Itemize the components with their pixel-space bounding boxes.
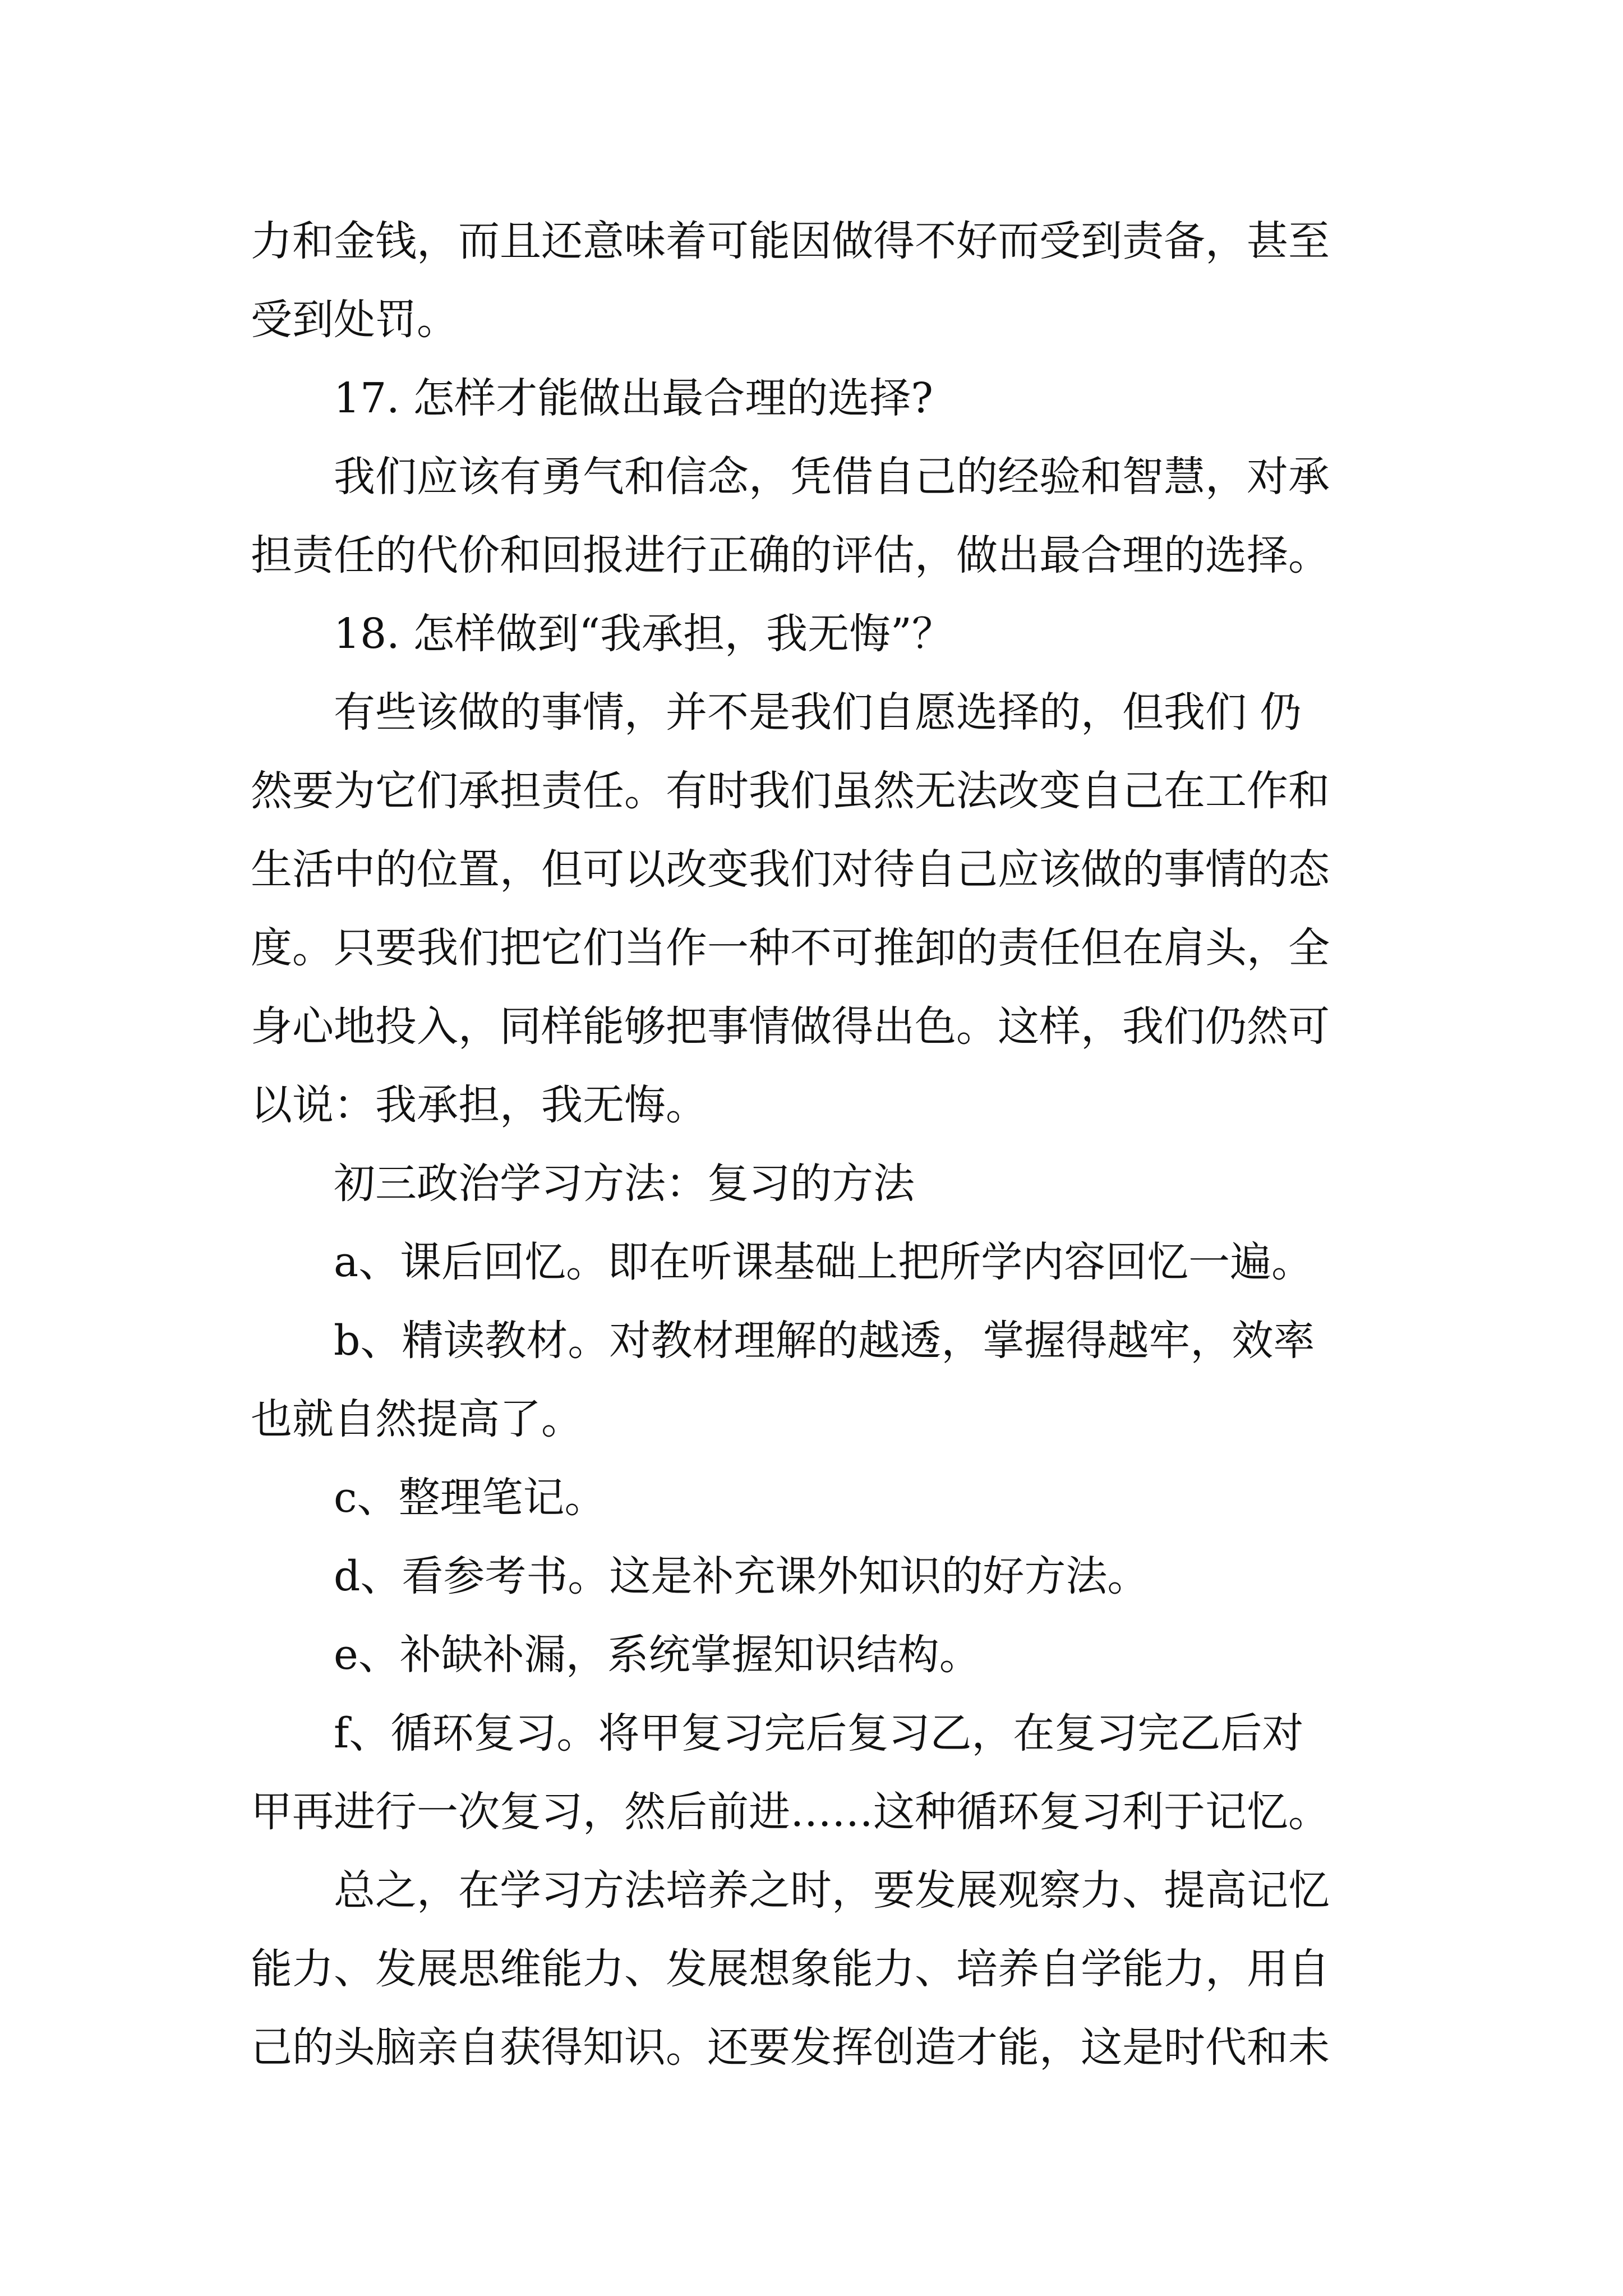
text-line: 受到处罚。 xyxy=(251,296,458,344)
section-heading: 初三政治学习方法：复习的方法 xyxy=(334,1159,915,1208)
list-item: e、补缺补漏，系统掌握知识结构。 xyxy=(334,1631,981,1679)
list-item: d、看参考书。这是补充课外知识的好方法。 xyxy=(334,1552,1149,1600)
question-heading: 18. 怎样做到“我承担，我无悔”？ xyxy=(334,610,953,658)
text-line: 生活中的位置，但可以改变我们对待自己应该做的事情的态 xyxy=(251,845,1330,894)
list-item: a、课后回忆。即在听课基础上把所学内容回忆一遍。 xyxy=(334,1238,1313,1286)
list-item: c、整理笔记。 xyxy=(334,1474,606,1522)
list-item: b、精读教材。对教材理解的越透，掌握得越牢，效率 xyxy=(334,1317,1315,1365)
text-line: 然要为它们承担责任。有时我们虽然无法改变自己在工作和 xyxy=(251,767,1330,815)
text-line: 以说：我承担，我无悔。 xyxy=(251,1081,707,1129)
text-line: 也就自然提高了。 xyxy=(251,1395,583,1443)
text-line: 甲再进行一次复习，然后前进……这种循环复习利于记忆。 xyxy=(251,1788,1330,1836)
document-body xyxy=(251,202,1395,2087)
text-line: 能力、发展思维能力、发展想象能力、培养自学能力，用自 xyxy=(251,1945,1330,1993)
text-line: 度。只要我们把它们当作一种不可推卸的责任但在肩头，全 xyxy=(251,924,1330,972)
text-line: 我们应该有勇气和信念，凭借自己的经验和智慧，对承 xyxy=(334,453,1330,501)
question-heading: 17. 怎样才能做出最合理的选择? xyxy=(334,374,933,422)
text-line: 担责任的代价和回报进行正确的评估，做出最合理的选择。 xyxy=(251,531,1330,579)
list-item: f、循环复习。将甲复习完后复习乙，在复习完乙后对 xyxy=(334,1709,1304,1757)
text-line: 己的头脑亲自获得知识。还要发挥创造才能，这是时代和未 xyxy=(251,2023,1330,2072)
text-line: 有些该做的事情，并不是我们自愿选择的，但我们 仍 xyxy=(334,688,1302,737)
text-line: 总之，在学习方法培养之时，要发展观察力、提高记忆 xyxy=(334,1866,1330,1915)
text-line: 身心地投入，同样能够把事情做得出色。这样，我们仍然可 xyxy=(251,1002,1330,1051)
text-line: 力和金钱，而且还意味着可能因做得不好而受到责备，甚至 xyxy=(251,217,1330,265)
